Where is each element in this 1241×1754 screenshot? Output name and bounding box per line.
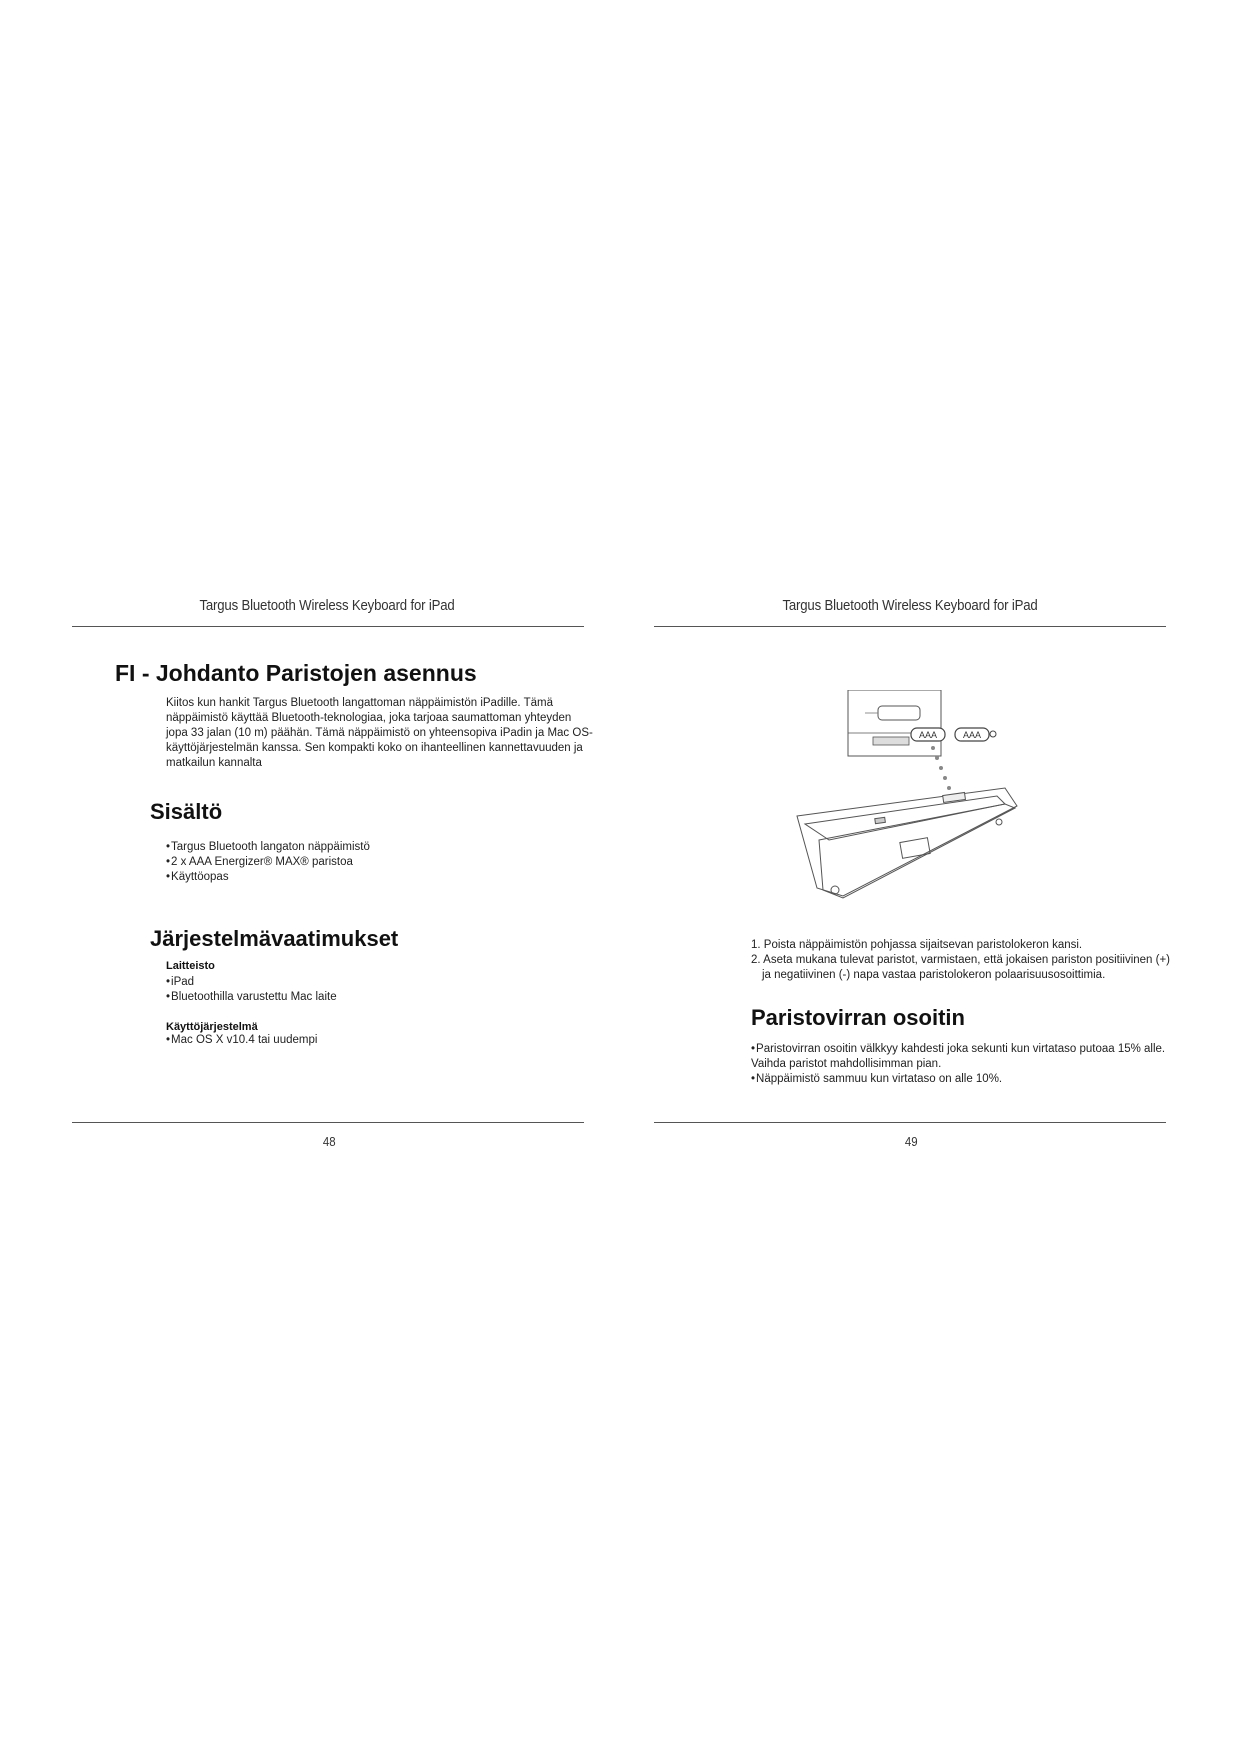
running-header: Targus Bluetooth Wireless Keyboard for iPad <box>199 597 455 614</box>
list-item: • Käyttöopas <box>166 870 370 885</box>
footer-rule <box>654 1122 1166 1123</box>
header-rule <box>654 626 1166 627</box>
battery-icon <box>911 728 945 741</box>
page-number: 48 <box>322 1134 336 1149</box>
left-page <box>0 0 620 1754</box>
contents-heading: Sisältö <box>150 799 223 824</box>
battery-icon <box>955 728 996 741</box>
battery-label: AAA <box>919 730 938 740</box>
header-rule <box>72 626 584 627</box>
list-item: 1. Poista näppäimistön pohjassa sijaitsevan paristolokeron kansi. <box>751 939 1083 951</box>
requirements-heading: Järjestelmävaatimukset <box>150 926 399 951</box>
list-item: • Bluetoothilla varustettu Mac laite <box>166 990 337 1005</box>
intro-paragraph: Kiitos kun hankit Targus Bluetooth langattoman näppäimistön iPadille. Tämä näppäimistö käyttää Bluetooth-teknologiaa, joka tarjoaa saumattoman yhteyden jopa 33 jalan (10 m) päähän. Tämä näppäimistö on yhteensopiva iPadin ja Mac OS-käyttöjärjestelmän kanssa. Sen kompakti koko on ihanteellinen kannettavuuden ja matkailun kannalta <box>166 697 593 769</box>
list-item: • Mac OS X v10.4 tai uudempi <box>166 1033 317 1048</box>
os-subheading: Käyttöjärjestelmä <box>166 1021 258 1033</box>
installation-steps <box>751 938 1171 983</box>
battery-label: AAA <box>963 730 982 740</box>
keyboard-icon <box>797 788 1017 898</box>
list-item: • iPad <box>166 975 337 990</box>
list-item: • Näppäimistö sammuu kun virtataso on alle 10%. <box>751 1072 1171 1087</box>
page-title: FI - Johdanto Paristojen asennus <box>115 660 477 686</box>
battery-indicator-list <box>751 1042 1171 1087</box>
battery-installation-illustration <box>783 690 1053 920</box>
hardware-list <box>166 975 337 1005</box>
list-item: • 2 x AAA Energizer® MAX® paristoa <box>166 855 370 870</box>
os-list <box>166 1033 317 1048</box>
battery-indicator-heading: Paristovirran osoitin <box>751 1005 965 1030</box>
hardware-subheading: Laitteisto <box>166 960 215 972</box>
list-item: • Paristovirran osoitin välkkyy kahdesti joka sekunti kun virtataso putoaa 15% alle. Vaihda paristot mahdollisimman pian. <box>751 1042 1171 1072</box>
list-item: 2. Aseta mukana tulevat paristot, varmistaen, että jokaisen pariston positiivinen (+) ja negatiivinen (-) napa vastaa paristolokeron polaarisuusosoittimia. <box>751 954 1171 981</box>
page-number: 49 <box>904 1134 918 1149</box>
contents-list <box>166 840 370 885</box>
running-header: Targus Bluetooth Wireless Keyboard for iPad <box>782 597 1038 614</box>
right-page <box>620 0 1241 1754</box>
list-item: • Targus Bluetooth langaton näppäimistö <box>166 840 370 855</box>
footer-rule <box>72 1122 584 1123</box>
